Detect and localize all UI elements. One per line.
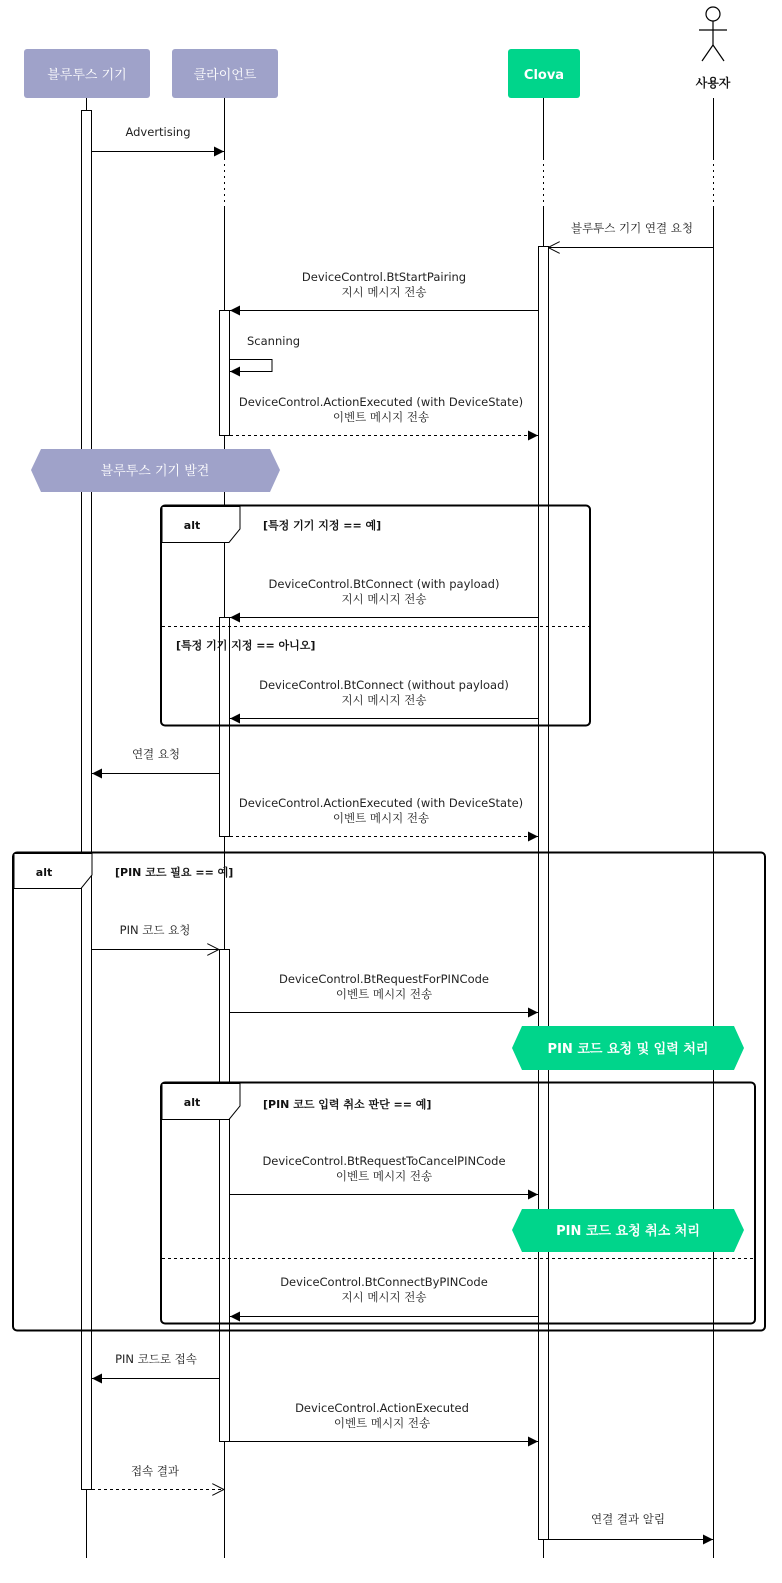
message-bt-start-pairing [230,270,538,311]
message-scanning [230,334,300,372]
activation-clova [539,247,549,1540]
message-label: DeviceControl.BtConnect (with payload) [268,577,500,591]
state-bt-discovered [31,449,280,492]
state-pin-input-process [512,1026,744,1070]
message-action-executed-3 [230,1401,538,1442]
fragment-tab [162,1084,240,1120]
fragment-label: alt [35,866,53,879]
message-label: DeviceControl.ActionExecuted (with DeviceState) [238,395,524,409]
participant-label: 클라이언트 [193,68,257,83]
message-label: DeviceControl.BtRequestForPINCode [278,972,490,986]
participant-label: 사용자 [695,76,731,90]
fragment-tab [14,854,92,889]
activation-client-3 [220,950,230,1442]
message-bt-request-pin [230,972,538,1013]
participant-bt [24,49,150,98]
message-bt-connect-payload [230,577,538,618]
fragment-tab [162,507,240,543]
message-label: 블루투스 기기 연결 요청 [570,221,694,235]
participant-client [172,49,278,98]
message-label: 지시 메시지 전송 [341,1290,427,1304]
message-label: 지시 메시지 전송 [341,285,427,299]
message-action-executed-2 [230,796,538,837]
message-label: PIN 코드 요청 [119,923,191,937]
message-label: 연결 요청 [131,747,181,761]
fragment-condition: [PIN 코드 필요 == 예] [115,866,234,879]
message-bt-connect-no-payload [230,678,538,719]
message-bt-connect-by-pin [230,1275,538,1317]
fragment-condition: [특정 기기 지정 == 아니오] [176,639,316,652]
message-label: 접속 결과 [130,1464,180,1478]
participant-label: Clova [523,68,565,83]
fragment-condition: [특정 기기 지정 == 예] [263,519,382,532]
message-label: 이벤트 메시지 전송 [333,1416,431,1430]
message-label: 지시 메시지 전송 [341,693,427,707]
message-label: DeviceControl.BtRequestToCancelPINCode [262,1154,506,1168]
message-bt-request-cancel-pin [230,1154,538,1195]
state-label: PIN 코드 요청 및 입력 처리 [547,1042,709,1057]
message-label: Scanning [247,334,301,348]
message-pin-connect [92,1352,219,1379]
message-advertising [91,125,224,152]
stick-figure-icon [699,7,727,61]
message-label: 이벤트 메시지 전송 [335,1169,433,1183]
message-label: DeviceControl.BtStartPairing [301,270,467,284]
activation-bars [82,111,549,1540]
activation-bt [82,111,92,1490]
message-label: 이벤트 메시지 전송 [332,811,430,825]
fragment-label: alt [183,1096,201,1109]
message-connect-result [92,1464,224,1490]
message-label: 이벤트 메시지 전송 [332,410,430,424]
message-arrow [230,360,272,372]
message-label: DeviceControl.ActionExecuted [295,1401,469,1415]
message-notify-result [548,1512,713,1540]
message-action-executed-1 [230,395,538,436]
fragment-condition: [PIN 코드 입력 취소 판단 == 예] [263,1098,432,1111]
message-label: 연결 결과 알림 [591,1512,665,1526]
activation-client-1 [220,311,230,436]
message-label: PIN 코드로 접속 [115,1352,197,1366]
message-label: 지시 메시지 전송 [341,592,427,606]
participant-clova [508,49,580,98]
message-pairing-request [548,221,713,248]
fragment-label: alt [183,519,201,532]
message-connect-request [92,747,219,774]
participant-label: 블루투스 기기 [47,68,127,83]
message-label: DeviceControl.BtConnect (without payload) [259,678,509,692]
message-label: DeviceControl.ActionExecuted (with DeviceState) [238,796,524,810]
lifelines [87,98,714,1558]
message-label: 이벤트 메시지 전송 [335,987,433,1001]
message-label: DeviceControl.BtConnectByPINCode [280,1275,488,1289]
message-pin-request [92,923,219,950]
state-pin-cancel-process [512,1209,744,1252]
participant-user [695,7,731,90]
message-label: Advertising [125,125,191,139]
state-label: PIN 코드 요청 취소 처리 [556,1224,700,1239]
state-label: 블루투스 기기 발견 [100,464,210,479]
